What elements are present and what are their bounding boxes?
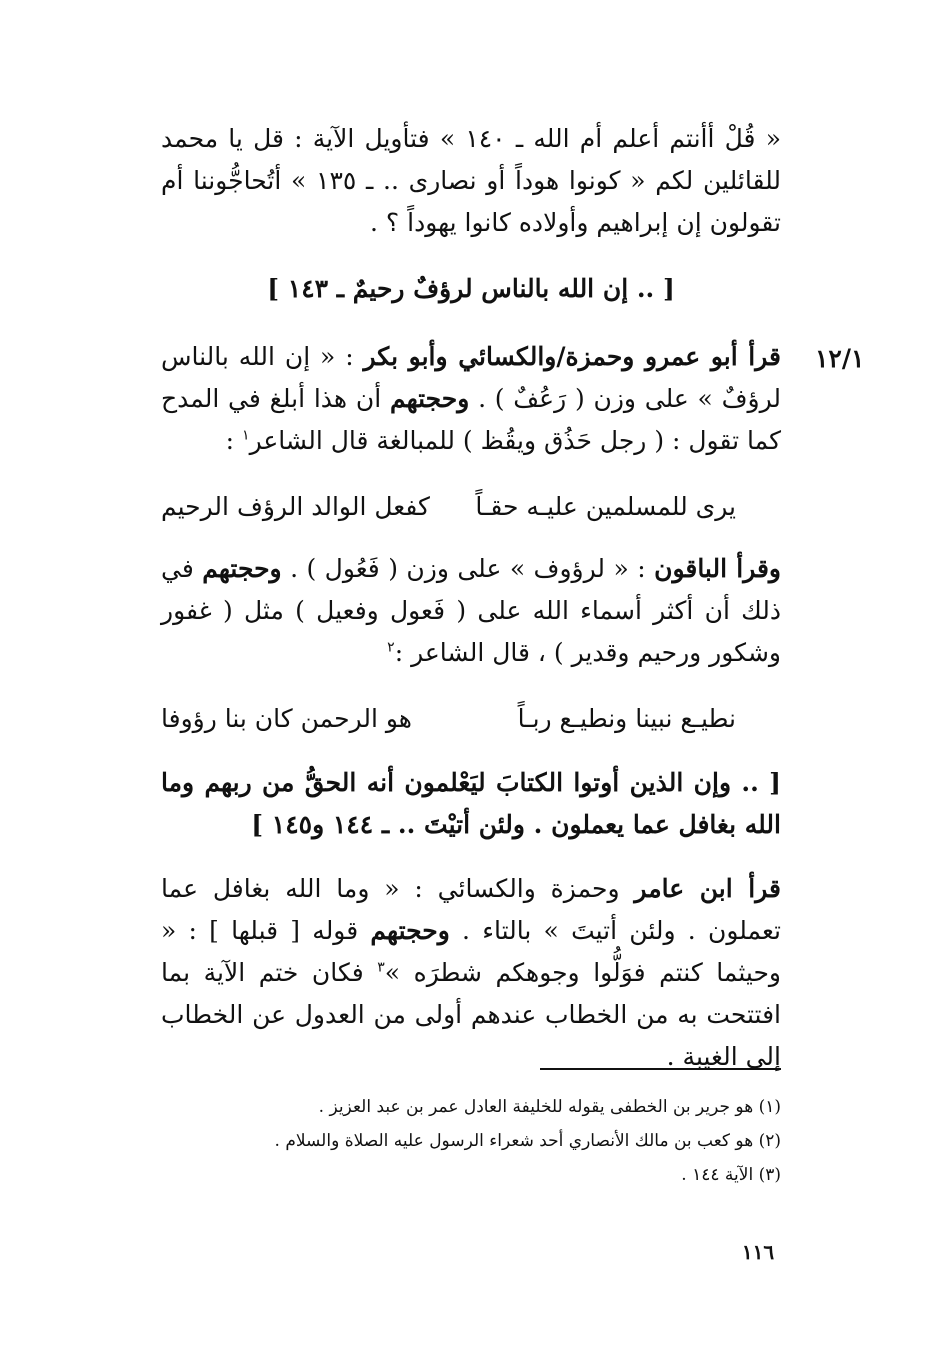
paragraph-reading-raouf: [161, 548, 781, 674]
footnotes: [161, 1090, 781, 1192]
heading-line: [ .. وإن الذين أوتوا الكتابَ ليَعْلمون أنه الحقُّ من ربهم وما الله: [161, 768, 781, 839]
paragraph-text: فكان ختم الآية بما افتتحت به من الخطاب عندهم أولى من العدول عن الخطاب إلى الغيبة .: [161, 958, 781, 1071]
verse-first-hemistich: نطيـع نبينا ونطيـع ربـاً: [517, 704, 736, 733]
heading-line: بغافل عما يعملون . ولئن أتيْتَ .. ـ ١٤٤ و١٤٥ ]: [251, 810, 737, 839]
verse-heading-144-145: [161, 762, 781, 846]
verse-first-hemistich: يرى للمسلمين عليـه حقـاً: [475, 492, 736, 521]
poetry-verse-2: [161, 698, 781, 740]
footnote-1: (١) هو جرير بن الخطفى يقوله للخليفة العادل عمر بن عبد العزيز .: [318, 1097, 781, 1117]
footnote-marker: ١: [242, 427, 250, 444]
margin-reference-number: ١٢/١: [815, 344, 865, 373]
hujja-label: وحجتهم: [202, 554, 282, 583]
page-number: ١١٦: [741, 1240, 775, 1264]
footnote-marker: ٣: [377, 959, 385, 976]
footnote-2: (٢) هو كعب بن مالك الأنصاري أحد شعراء الرسول عليه الصلاة والسلام .: [274, 1131, 781, 1151]
paragraph-text: أن هذا أبلغ في المدح كما تقول : ( رجل حَذُق ويقُظ ) للمبالغة قال الشاعر: [161, 384, 781, 455]
readers-names: قرأ أبو عمرو وحمزة/والكسائي وأبو بكر: [363, 342, 781, 371]
readers-names: وقرأ الباقون: [654, 554, 782, 583]
verse-second-hemistich: هو الرحمن كان بنا رؤوفا: [161, 704, 412, 733]
paragraph-text: وحمزة والكسائي : « وما الله بغافل عما تعملون . ولئن أتيتَ » بالتاء .: [161, 874, 781, 945]
readers-names: قرأ ابن عامر: [634, 874, 781, 903]
verse-second-hemistich: كفعل الوالد الرؤف الرحيم: [161, 492, 430, 521]
paragraph-line: « قُلْ أأنتم أعلم أم الله ـ ١٤٠ » فتأويل الآية : قل يا محمد للقائلين: [161, 124, 781, 195]
hujja-label: وحجتهم: [389, 384, 470, 413]
paragraph-line: إبراهيم وأولاده كانوا يهوداً ؟ .: [370, 208, 669, 237]
footnote-divider: [540, 1068, 781, 1070]
hujja-label: وحجتهم: [370, 916, 450, 945]
footnote-marker: ٢: [387, 639, 395, 656]
paragraph-text: :: [225, 426, 235, 455]
verse-heading-143: [ .. إن الله بالناس لرؤفٌ رحيمٌ ـ ١٤٣ ]: [267, 274, 675, 303]
paragraph-line: لكم « كونوا هوداً أو نصارى .. ـ ١٣٥ » أتُحاجُّوننا أم تقولون إن: [161, 166, 781, 237]
paragraph-text: : « إن الله بالناس لرؤفٌ » على وزن ( رَعُفٌ ) .: [161, 342, 781, 413]
paragraph-text: في ذلك أن أكثر أسماء الله على ( فَعول وفعيل ) مثل ( غفور وشكور ورحيم وقدير ) ، قال الشاعر :: [161, 554, 781, 667]
paragraph-text: : « لرؤوف » على وزن ( فَعُول ) .: [290, 554, 646, 583]
paragraph-text: قوله [ قبلها ] : « وحيثما كنتم فوَلُّوا وجوهكم شطرَه »: [161, 916, 781, 987]
footnote-3: (٣) الآية ١٤٤ .: [681, 1165, 781, 1185]
paragraph-reading-tamaloun: [161, 868, 781, 1078]
paragraph-reading-raauf: [161, 336, 781, 462]
poetry-verse-1: [161, 486, 781, 528]
paragraph-verse-interpretation: [161, 118, 781, 244]
